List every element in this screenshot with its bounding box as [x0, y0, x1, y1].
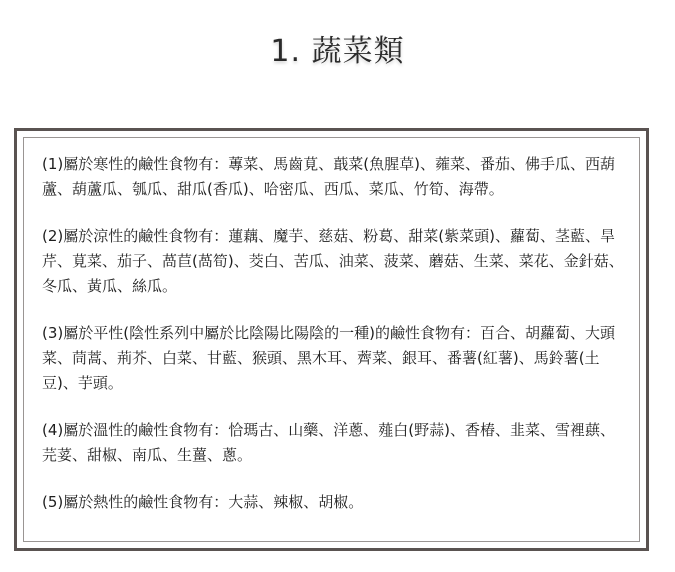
section-neutral: (3)屬於平性(陰性系列中屬於比陰陽比陽陰的一種)的鹼性食物有：百合、胡蘿蔔、大頭菜、茼蒿、荊芥、白菜、甘藍、猴頭、黑木耳、薺菜、銀耳、番薯(紅薯)、馬鈴薯(土豆)、芋頭。	[42, 324, 615, 392]
title-area	[0, 30, 675, 74]
section-cool: (2)屬於涼性的鹼性食物有：蓮藕、魔芋、慈菇、粉葛、甜菜(紫菜頭)、蘿蔔、茎藍、旱芹、莧菜、茄子、萵苣(萵筍)、茭白、苦瓜、油菜、菠菜、蘑菇、生菜、菜花、金針菇、冬瓜、黃瓜、絲瓜。	[42, 227, 624, 295]
section-warm: (4)屬於溫性的鹼性食物有：恰瑪古、山藥、洋蔥、薤白(野蒜)、香椿、韭菜、雪裡蕻、芫荽、甜椒、南瓜、生薑、蔥。	[42, 421, 615, 464]
content-frame	[14, 128, 649, 551]
content-inner-border	[23, 137, 640, 542]
section-hot: (5)屬於熱性的鹼性食物有：大蒜、辣椒、胡椒。	[42, 493, 364, 511]
page-title: 1. 蔬菜類	[270, 34, 405, 69]
section-cold: (1)屬於寒性的鹼性食物有：蓴菜、馬齒莧、蕺菜(魚腥草)、蕹菜、番茄、佛手瓜、西葫蘆、葫蘆瓜、瓠瓜、甜瓜(香瓜)、哈密瓜、西瓜、菜瓜、竹筍、海帶。	[42, 155, 615, 198]
